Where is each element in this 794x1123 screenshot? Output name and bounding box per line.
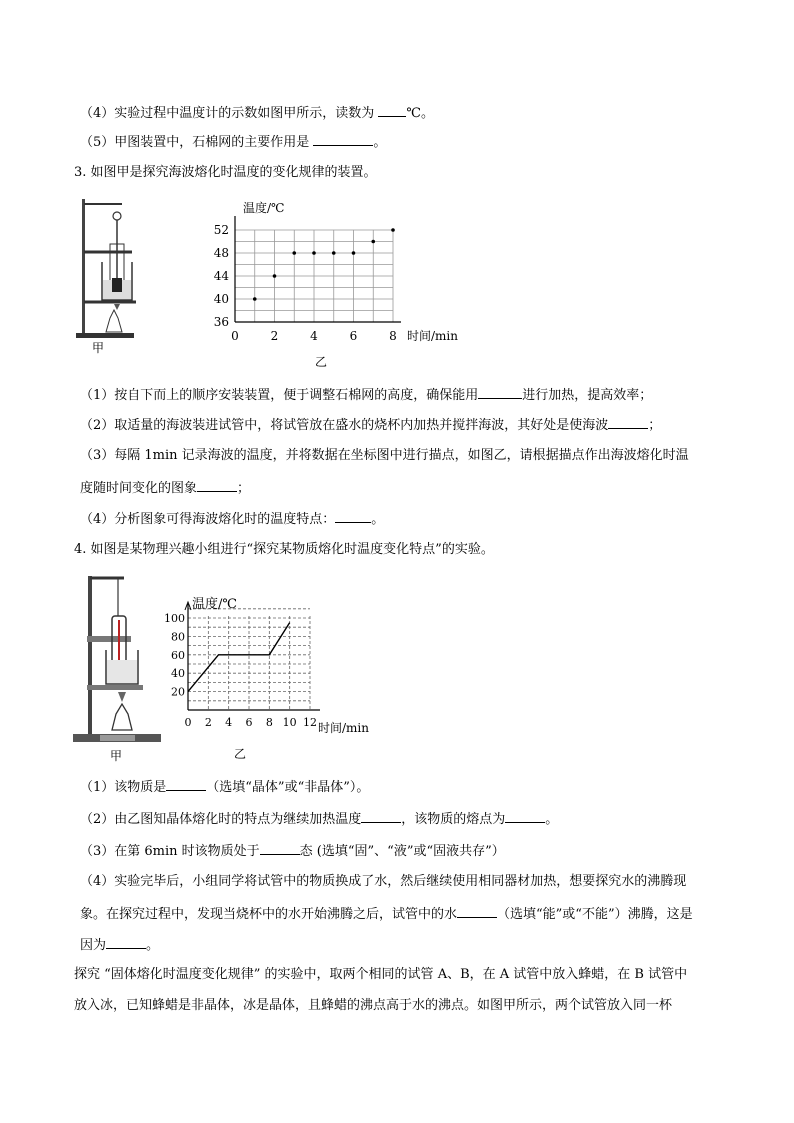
data-point: [332, 251, 336, 255]
q3-item4: （4）分析图象可得海波熔化时的温度特点： 。: [80, 512, 385, 527]
answer-blank[interactable]: [313, 133, 373, 146]
y-tick-label: 48: [213, 246, 229, 260]
ring-support: [87, 685, 143, 690]
data-point: [253, 297, 257, 301]
q5-line2: 放入冰，已知蜂蜡是非晶体，冰是晶体，且蜂蜡的沸点高于水的沸点。如图甲所示，两个试管放入同一杯: [74, 998, 673, 1013]
data-point: [391, 228, 395, 232]
data-point: [292, 251, 296, 255]
y-tick-label: 20: [171, 685, 185, 699]
y-axis-label: 温度/℃: [192, 597, 237, 612]
stand-base: [76, 333, 134, 338]
fig-caption-yi: 乙: [234, 747, 247, 761]
y-tick-label: 52: [213, 223, 229, 237]
flame: [118, 692, 126, 702]
x-tick-label: 0: [184, 716, 192, 729]
q3-item3b: 度随时间变化的图象 ；: [80, 481, 251, 496]
data-point: [371, 240, 375, 244]
y-tick-label: 40: [213, 292, 229, 306]
data-point: [273, 274, 277, 278]
q3-item3a: （3）每隔 1min 记录海波的温度，并将数据在坐标图中进行描点，如图乙，请根据描点作出海波熔化时温: [80, 448, 689, 463]
data-point: [352, 251, 356, 255]
fig-caption-jia: 甲: [110, 749, 123, 763]
q4-item3: （3）在第 6min 时该物质处于 态 (选填“固”、“液”或“固液共存”）: [80, 844, 505, 859]
y-tick-label: 44: [213, 269, 229, 283]
stand-rod: [82, 199, 85, 335]
answer-blank[interactable]: [197, 479, 237, 492]
answer-blank[interactable]: [166, 778, 206, 791]
base-label: [100, 735, 135, 741]
y-tick-label: 40: [171, 667, 185, 681]
answer-blank[interactable]: [361, 810, 401, 823]
answer-blank[interactable]: [608, 416, 648, 429]
x-tick-label: 6: [245, 716, 253, 729]
x-tick-label: 8: [265, 716, 273, 729]
q3-item1: （1）按自下而上的顺序安装装置，便于调整石棉网的高度，确保能用 进行加热，提高效率；: [80, 388, 653, 403]
q4-item4c: 因为 。: [80, 938, 160, 953]
answer-blank[interactable]: [478, 386, 522, 399]
y-axis-label: 温度/℃: [243, 201, 285, 215]
water: [107, 660, 137, 683]
q2-item5: （5）甲图装置中，石棉网的主要作用是 。: [80, 135, 387, 150]
q4-item1: （1）该物质是 （选填“晶体”或“非晶体”）。: [80, 780, 370, 795]
y-tick-label: 60: [171, 648, 185, 662]
x-tick-label: 0: [231, 329, 239, 343]
x-tick-label: 2: [204, 716, 212, 729]
y-tick-label: 100: [164, 612, 185, 625]
q5-line1: 探究 “固体熔化时温度变化规律” 的实验中，取两个相同的试管 A、B，在 A 试管中放入蜂蜡，在 B 试管中: [74, 967, 688, 982]
y-tick-label: 80: [171, 630, 185, 644]
x-tick-label: 8: [389, 329, 397, 343]
q3-apparatus-figure: [74, 196, 154, 356]
data-point: [312, 251, 316, 255]
answer-blank[interactable]: [260, 842, 300, 855]
thermometer-top: [113, 212, 121, 220]
answer-blank[interactable]: [335, 510, 371, 523]
q2-item4-text: （4）实验过程中温度计的示数如图甲所示，读数为: [80, 106, 375, 121]
q3-item2: （2）取适量的海波装进试管中，将试管放在盛水的烧杯内加热并搅拌海波，其好处是使海波 ；: [80, 418, 662, 433]
q4-item2: （2）由乙图知晶体熔化时的特点为继续加热温度 ，该物质的熔点为 。: [80, 812, 559, 827]
q4-chart: [164, 590, 383, 765]
flame: [114, 304, 120, 310]
temperature-curve: [188, 623, 290, 692]
q4-item4b: 象。在探究过程中，发现当烧杯中的水开始沸腾之后，试管中的水 （选填“能”或“不能”）沸腾，这是: [80, 907, 693, 922]
x-tick-label: 4: [225, 716, 233, 729]
q3-title: 3. 如图甲是探究海波熔化时温度的变化规律的装置。: [74, 165, 377, 180]
q2-item4: （4）实验过程中温度计的示数如图甲所示，读数为 ℃。: [80, 106, 434, 121]
alcohol-lamp: [106, 310, 122, 332]
x-tick-label: 6: [349, 329, 358, 343]
clamp-bar: [87, 636, 131, 642]
q3-chart: [205, 198, 475, 370]
x-tick-label: 4: [310, 329, 318, 343]
x-tick-label: 2: [270, 329, 279, 343]
answer-blank[interactable]: [378, 104, 406, 117]
stand-rod: [88, 576, 92, 736]
q4-apparatus-figure: [70, 572, 166, 764]
answer-blank[interactable]: [505, 810, 545, 823]
fig-caption-yi: 乙: [315, 355, 328, 369]
q4-title: 4. 如图是某物理兴趣小组进行“探究某物质熔化时温度变化特点”的实验。: [74, 542, 494, 557]
x-axis-label: 时间/min: [318, 721, 369, 735]
q4-item4a: （4）实验完毕后，小组同学将试管中的物质换成了水，然后继续使用相同器材加热，想要探究水的沸腾现: [80, 874, 687, 889]
substance: [112, 278, 122, 292]
answer-blank[interactable]: [457, 905, 497, 918]
alcohol-lamp: [112, 704, 132, 730]
x-axis-label: 时间/min: [407, 329, 458, 343]
x-tick-label: 10: [282, 716, 297, 729]
y-tick-label: 36: [213, 315, 229, 329]
fig-caption-jia: 甲: [92, 341, 105, 355]
answer-blank[interactable]: [106, 936, 146, 949]
x-tick-label: 12: [303, 716, 317, 729]
q2-item5-text: （5）甲图装置中，石棉网的主要作用是: [80, 135, 310, 150]
